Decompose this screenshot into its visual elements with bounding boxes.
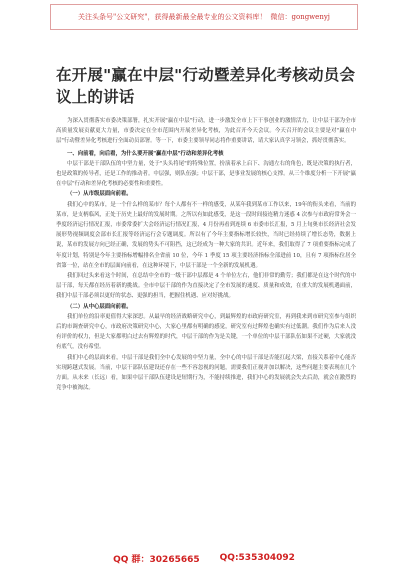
section-heading: 一、向前看，向后看，为什么要开展"赢在中层"行动和差异化考核: [67, 150, 224, 157]
promo-banner: [50, 4, 358, 30]
qq-group: QQ 群：30265665: [113, 554, 200, 565]
contact-footer: [0, 548, 408, 568]
subsection-heading: （二）从中心层面向前看。: [67, 303, 132, 310]
banner-text: 关注头条号"公文研究"，获得最新最全最专业的公文资料库！: [78, 13, 267, 21]
body-paragraph: 为深入贯彻落实市委决策部署，扎实开展"赢在中层"行动，进一步激发全市上下干事创业的激情活力，让中层干部为全市高质量发展贡献更大力量，市委决定在全市范围内开展差异化考核，为此召开今天会议。今天召开的会议主要是对"赢在中层"行动暨差异化考核进行全面动员部署。等一下，市委主要领导同志将作重要讲话，请大家认真学习领会，抓好贯彻落实。: [56, 118, 356, 145]
subsection-heading: （一）从市级层面向前看。: [67, 191, 132, 198]
body-paragraph: 中层干部是干部队伍的中坚力量，处于"头头将尾"的特殊位置，扮演着承上启下、沟通左右的角色，既是决策的执行者，也是政策的传导者，还是工作的推动者。中层强，则队伍强；中层干部，是事业发展的核心支撑。从三个维度分析一下开展"赢在中层"行动和差异化考核的必要性和重要性。: [56, 160, 356, 188]
body-paragraph: 我们单位的沿率更值得大家深思。从最早的经济战略研究中心，到最辉煌的市政府研究室，再到我来到市研究室参与组织后的市调查研究中心，市政府决策研究中心，大家心里都有明确的感觉，研究室有过辉煌也确实有过低潮。我们作为后来人没有评价的权力，但是大家都明白过去有辉煌的时代，中层干部的作为是关键，一个单位的中层干部队伍如果不过硬，大家就没有底气，没有希望。: [56, 313, 356, 351]
body-paragraph: 我们心中的某市，是一个什么样的某市？每个人都有不一样的感受，从某年我到某市工作以来，19年的衔头来看，当前的某市，是支柄临风，正处于历史上最好的发展时期。之所以有如此感受，是这一段时间接连精力迷惑 4 次参与市政府常务会一季度经济运行情况汇报，市委常委扩大会经济运行情况汇报，4 月份再看到连续 6 市委市长汇报，5 月上旬奥市长经济社会发展形势视频调度会部市长汇报等经济运行会专题调度。所以有了今年主要指标增长较快，当时已经持续了增长态势，数据上说，某市的发展方向已经正确，发展的势头不可阻挡，这已经成为一种大家的共识。近年来，我们取得了 7 项重要指标完成了年度计划，特别是今年主要指标增幅排名全省前 10 位，今年 1 季度 15 项主要经济指标全部进前 10，且有 7 项指标位居全省第一位，站在全市的层面向前看，在这种环境下，中层干部是一个全新的发展机遇。: [56, 201, 356, 269]
qq-number: QQ:535304092: [219, 553, 295, 563]
document-title: 在开展"赢在中层"行动暨差异化考核动员会议上的讲话: [56, 66, 356, 106]
banner-wechat: 微信：gongwenyj: [270, 13, 330, 21]
body-paragraph: 我们中心的层面来看，中层干部是我们全中心发展的中坚力量，全中心的中层干部是否能扛起大梁，直接关系着中心能否实现跨越式发展。当前，中层干部队伍建设还存在一些不容忽视的问题，需要我们正视并加以解决，这些问题主要表现在几个方面。从未来（长远）看，如果中层干部队伍建设是短期行为，不能持续推进，我们中心的发展就会失去后劲，就会在激烈的竞争中被淘汰。: [56, 354, 356, 392]
document-body: [56, 116, 356, 393]
body-paragraph: 我们回过头来看这个时间，在总结中全市的一级干部中层都是 4 个单位左右，他们非常的勤劳；我们都是在这个时代的中层干部，每天都在经历着新的挑战。全市中层干部的作为直接决定了全市发展的速度、质量和成效，在重大的发展机遇面前，我们中层干部必须以更好的状态、更强的担当，把握住机遇、应对好挑战。: [56, 273, 356, 300]
